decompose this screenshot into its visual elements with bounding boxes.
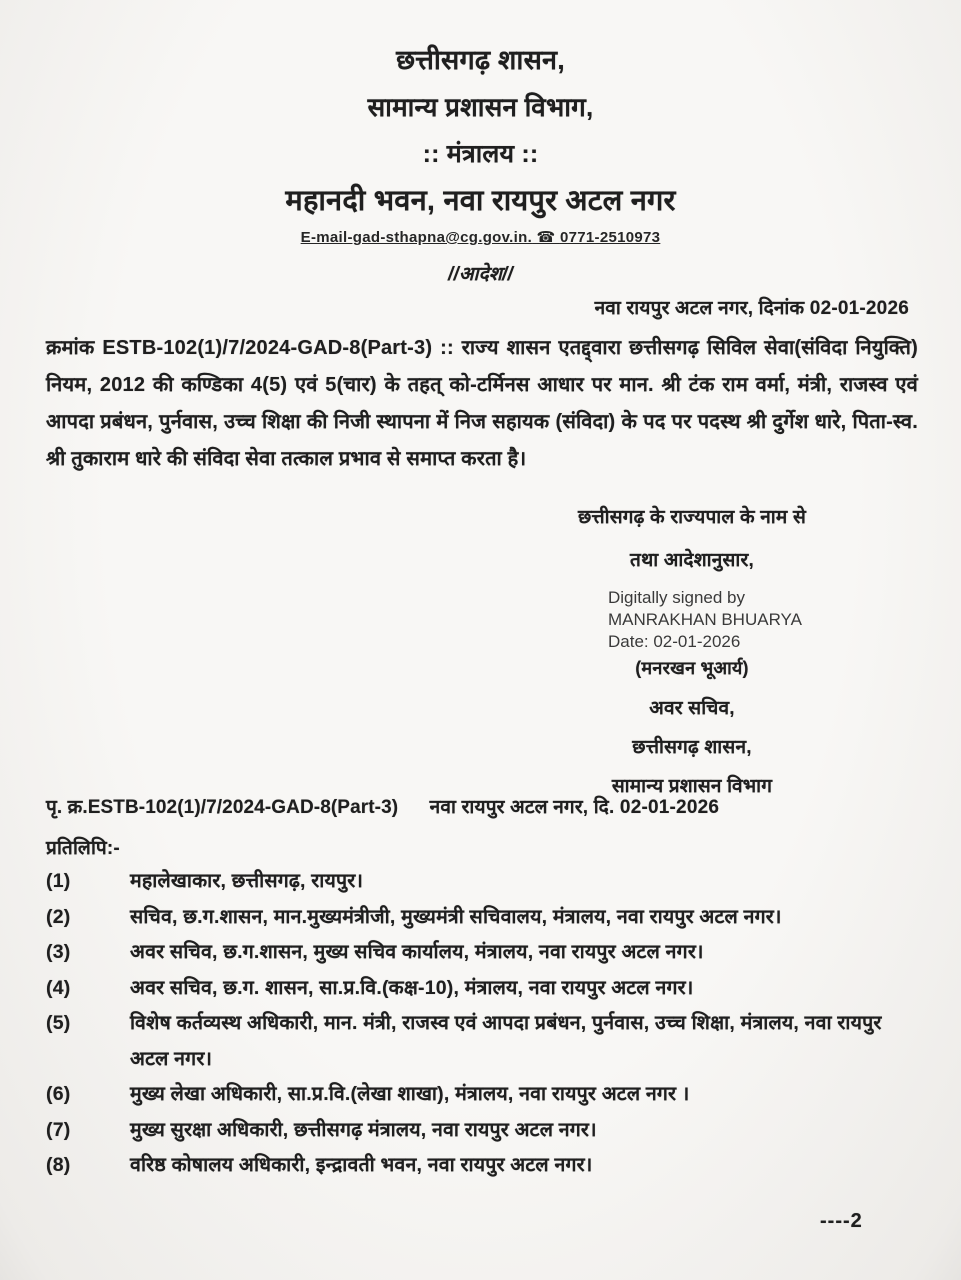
copy-recipient-list <box>46 864 918 1184</box>
digital-signature-date: Date: 02-01-2026 <box>608 632 741 651</box>
copy-item-8 <box>46 1148 918 1184</box>
copy-item-text: अवर सचिव, छ.ग. शासन, सा.प्र.वि.(कक्ष-10), मंत्रालय, नवा रायपुर अटल नगर। <box>130 976 694 999</box>
digital-signature-line1: Digitally signed by <box>608 588 746 607</box>
endorsement-place-date: नवा रायपुर अटल नगर, दि. 02-01-2026 <box>429 797 720 818</box>
copy-item-4 <box>46 971 918 1007</box>
endorsement-line <box>46 793 926 819</box>
copy-item-number: (5) <box>46 1012 71 1034</box>
copy-item-6 <box>46 1077 918 1113</box>
copy-item-5 <box>46 1006 918 1077</box>
copy-item-text: मुख्य सुरक्षा अधिकारी, छत्तीसगढ़ मंत्रालय, नवा रायपुर अटल नगर। <box>130 1118 597 1141</box>
phone-number: 0771-2510973 <box>559 229 661 246</box>
copy-item-3 <box>46 935 918 971</box>
signature-block <box>480 503 904 798</box>
order-body-paragraph: क्रमांक ESTB-102(1)/7/2024-GAD-8(Part-3) :: राज्य शासन एतद्द्वारा छत्तीसगढ़ सिविल सेवा(संविदा नियुक्ति) नियम, 2012 की कण्डिका 4(5) एवं 5(चार) के तहत् को-टर्मिनस आधार पर मान. श्री टंक राम वर्मा, मंत्री, राजस्व एवं आपदा प्रबंधन, पुर्नवास, उच्च शिक्षा की निजी स्थापना में निज सहायक (संविदा) के पद पर पदस्थ श्री दुर्गेश धारे, पिता-स्व. श्री तुकाराम धारे की संविदा सेवा तत्काल प्रभाव से समाप्त करता है। <box>46 337 918 470</box>
letterhead-address: महानदी भवन, नवा रायपुर अटल नगर <box>285 185 676 217</box>
signatory-name: (मनरखन भूआर्य) <box>635 658 749 678</box>
copy-item-text: मुख्य लेखा अधिकारी, सा.प्र.वि.(लेखा शाखा), मंत्रालय, नवा रायपुर अटल नगर । <box>130 1083 690 1105</box>
page-number: ----2 <box>820 1210 863 1232</box>
copy-item-2 <box>46 900 918 936</box>
copy-item-number: (4) <box>46 976 71 999</box>
signatory-designation: अवर सचिव, <box>649 698 735 719</box>
copy-to-label: प्रतिलिपि:- <box>46 838 120 859</box>
letterhead-mantralaya: :: मंत्रालय :: <box>422 140 539 168</box>
copy-item-number: (3) <box>46 941 71 963</box>
copy-item-text: वरिष्ठ कोषालय अधिकारी, इन्द्रावती भवन, नवा रायपुर अटल नगर। <box>130 1154 593 1176</box>
letterhead-government-name: छत्तीसगढ़ शासन, <box>396 45 565 75</box>
copy-item-number: (8) <box>46 1154 71 1176</box>
copy-item-7 <box>46 1113 918 1149</box>
copy-item-text: विशेष कर्तव्यस्थ अधिकारी, मान. मंत्री, राजस्व एवं आपदा प्रबंधन, पुर्नवास, उच्च शिक्षा, मंत्रालय, नवा रायपुर अटल नगर। <box>130 1012 882 1070</box>
letterhead-department-name: सामान्य प्रशासन विभाग, <box>367 92 594 122</box>
signature-by-order: तथा आदेशानुसार, <box>630 550 754 571</box>
place-dateline: नवा रायपुर अटल नगर, दिनांक 02-01-2026 <box>594 298 909 319</box>
endorsement-reference-number: पृ. क्र.ESTB-102(1)/7/2024-GAD-8(Part-3) <box>46 797 399 818</box>
copy-item-1 <box>46 864 918 900</box>
signature-on-behalf: छत्तीसगढ़ के राज्यपाल के नाम से <box>577 507 807 528</box>
signatory-organization: छत्तीसगढ़ शासन, <box>632 737 752 758</box>
email-text: E-mail-gad-sthapna@cg.gov.in. <box>300 229 533 246</box>
digital-signature-name: MANRAKHAN BHUARYA <box>608 610 802 629</box>
letterhead-contact-line <box>0 228 961 246</box>
copy-item-number: (7) <box>46 1118 71 1141</box>
copy-item-number: (2) <box>46 905 71 928</box>
copy-item-text: अवर सचिव, छ.ग.शासन, मुख्य सचिव कार्यालय, मंत्रालय, नवा रायपुर अटल नगर। <box>130 941 704 963</box>
copy-item-text: सचिव, छ.ग.शासन, मान.मुख्यमंत्रीजी, मुख्यमंत्री सचिवालय, मंत्रालय, नवा रायपुर अटल नगर। <box>130 905 782 928</box>
signatory-department: सामान्य प्रशासन विभाग <box>611 776 773 797</box>
order-title: //आदेश// <box>448 264 513 285</box>
copy-item-number: (1) <box>46 870 71 892</box>
phone-icon: ☎ <box>536 229 556 246</box>
digital-signature-stamp <box>608 587 904 653</box>
copy-item-text: महालेखाकार, छत्तीसगढ़, रायपुर। <box>130 870 364 892</box>
copy-item-number: (6) <box>46 1083 71 1105</box>
